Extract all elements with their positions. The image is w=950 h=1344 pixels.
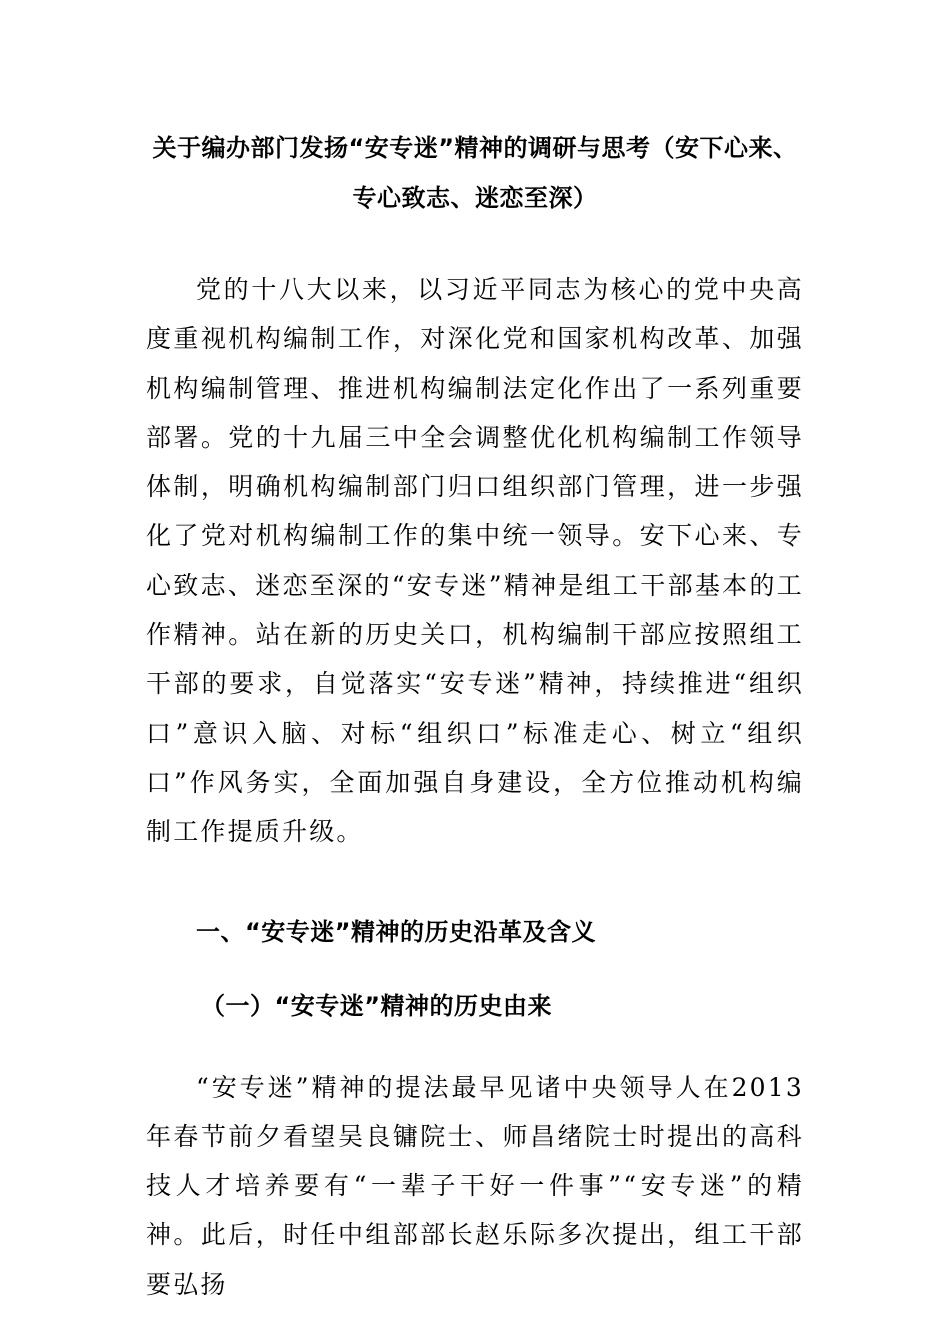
subsection-paragraph-origin: “安专迷”精神的提法最早见诸中央领导人在2013年春节前夕看望吴良镛院士、师昌绪院士时提出的高科技人才培养要有“一辈子干好一件事”“安专迷”的精神。此后，时任中组部部长赵乐际多次提出，组工干部要弘扬 <box>146 1072 804 1299</box>
subsection-heading-origin: （一）“安专迷”精神的历史由来 <box>201 991 553 1020</box>
section-heading-history: 一、“安专迷”精神的历史沿革及含义 <box>196 917 597 946</box>
document-title: 关于编办部门发扬“安专迷”精神的调研与思考（安下心来、专心致志、迷恋至深） <box>152 134 798 212</box>
intro-paragraph: 党的十八大以来，以习近平同志为核心的党中央高度重视机构编制工作，对深化党和国家机构改革、加强机构编制管理、推进机构编制法定化作出了一系列重要部署。党的十九届三中全会调整优化机构编制工作领导体制，明确机构编制部门归口组织部门管理，进一步强化了党对机构编制工作的集中统一领导。安下心来、专心致志、迷恋至深的“安专迷”精神是组工干部基本的工作精神。站在新的历史关口，机构编制干部应按照组工干部的要求，自觉落实“安专迷”精神，持续推进“组织口”意识入脑、对标“组织口”标准走心、树立“组织口”作风务实，全面加强自身建设，全方位推动机构编制工作提质升级。 <box>146 275 804 847</box>
